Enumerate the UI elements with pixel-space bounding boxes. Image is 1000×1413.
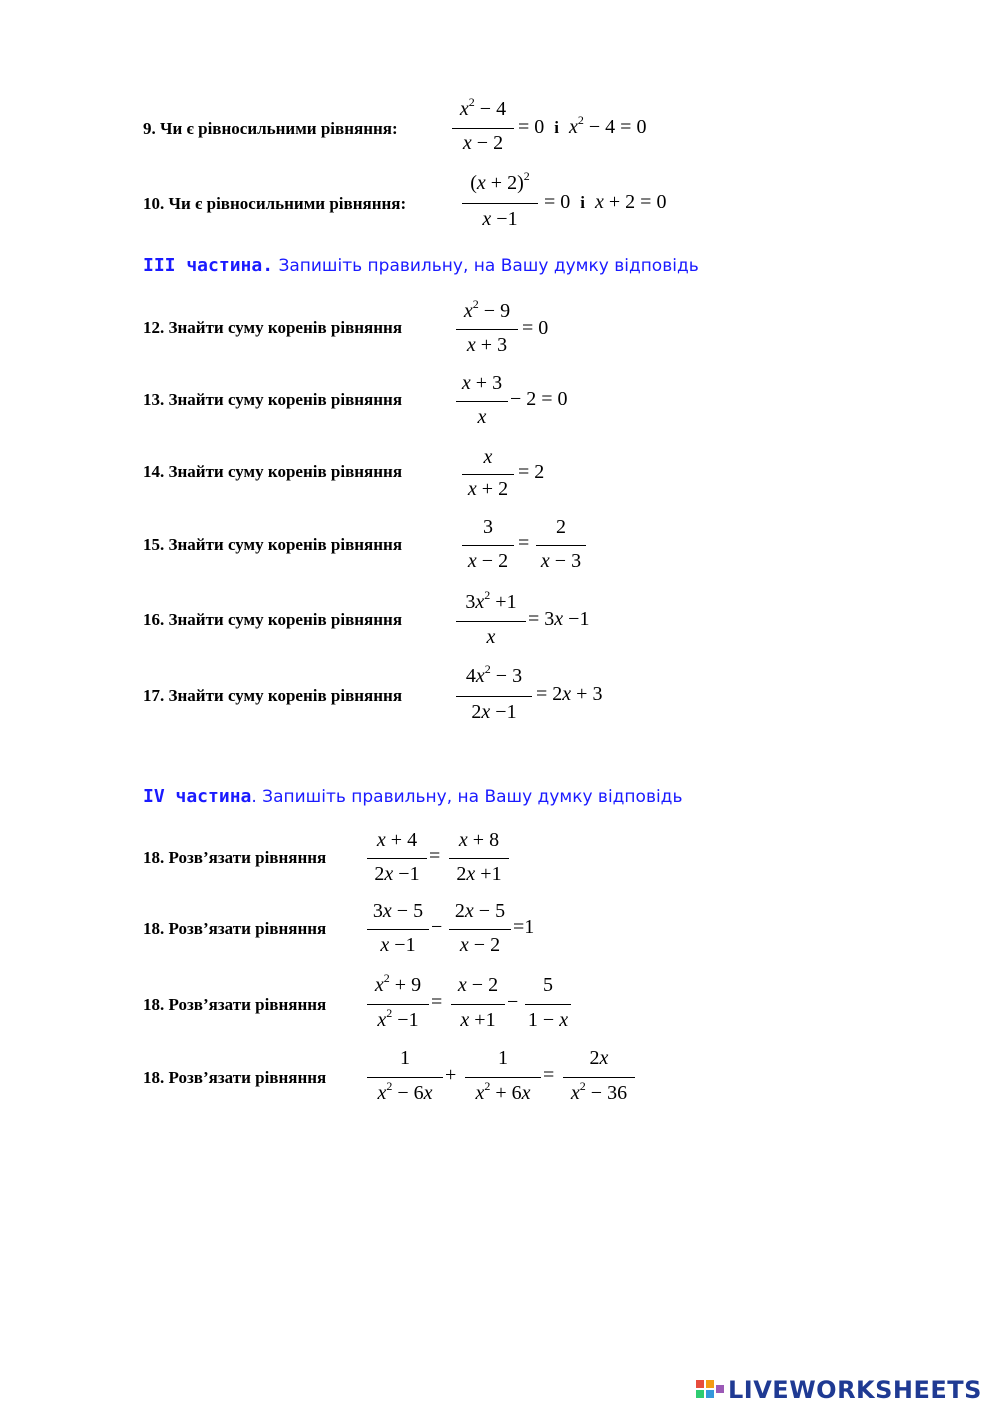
logo-box-1 (696, 1380, 704, 1388)
question-14-label: 14. Знайти суму коренів рівняння (143, 462, 403, 481)
logo-box-5 (716, 1385, 724, 1393)
question-18c-label: 18. Розв’язати рівняння (143, 995, 327, 1014)
question-15-equation: 3 x − 2 = 2 x − 3 (462, 516, 602, 576)
logo-box-2 (706, 1380, 714, 1388)
question-18b-label: 18. Розв’язати рівняння (143, 919, 327, 938)
question-10-equation: $(x + 2)^2$ x −1 = 0 і x + 2 = 0 (462, 172, 702, 234)
part3-heading-rest: Запишіть правильну, на Вашу думку відповідь (273, 256, 699, 276)
question-13-label: 13. Знайти суму коренів рівняння (143, 390, 403, 409)
question-15-label: 15. Знайти суму коренів рівняння (143, 535, 403, 554)
liveworksheets-logo-text: LIVEWORKSHEETS (728, 1376, 982, 1404)
question-12-label: 12. Знайти суму коренів рівняння (143, 318, 403, 337)
logo-box-3 (696, 1390, 704, 1398)
question-12-equation: $x^2 - 9$ x + 3 = 0 (456, 300, 576, 360)
logo-box-4 (706, 1390, 714, 1398)
question-18c-equation: $x^2 + 9$ $x^2 -1$ = x − 2 x +1 − 5 1 − x (367, 974, 587, 1036)
part3-heading-bold: ІІІ частина. (143, 255, 274, 276)
question-9-equation: $x^2 - 4$ x − 2 = 0 і $x^2 - 4 = 0$ (452, 98, 692, 160)
question-10-label: 10. Чи є рівносильними рівняння: (143, 194, 407, 213)
part3-heading (143, 255, 699, 276)
question-13-equation: x + 3 x − 2 = 0 (456, 372, 596, 432)
question-18a-label: 18. Розв’язати рівняння (143, 848, 327, 867)
question-17-label: 17. Знайти суму коренів рівняння (143, 686, 403, 705)
part4-heading-rest: . Запишіть правильну, на Вашу думку відповідь (251, 787, 683, 807)
question-14-equation: x x + 2 = 2 (462, 446, 572, 506)
question-16-label: 16. Знайти суму коренів рівняння (143, 610, 403, 629)
question-18d-equation: 1 $x^2 - 6x$ + 1 $x^2 + 6x$ = 2x $x^2 - 36$ (367, 1047, 647, 1109)
part4-heading-bold: ІV частина (143, 786, 252, 807)
part4-heading (143, 786, 682, 807)
question-18d-label: 18. Розв’язати рівняння (143, 1068, 327, 1087)
question-9-label: 9. Чи є рівносильними рівняння: (143, 119, 398, 138)
question-18a-equation: x + 4 2x −1 = x + 8 2x +1 (367, 829, 527, 889)
question-16-equation: $3x^2 +1$ x = 3x −1 (456, 591, 616, 653)
question-17-equation: $4x^2 - 3$ 2x −1 = 2x + 3 (456, 665, 626, 727)
question-18b-equation: 3x − 5 x −1 − 2x − 5 x − 2 =1 (367, 900, 567, 960)
